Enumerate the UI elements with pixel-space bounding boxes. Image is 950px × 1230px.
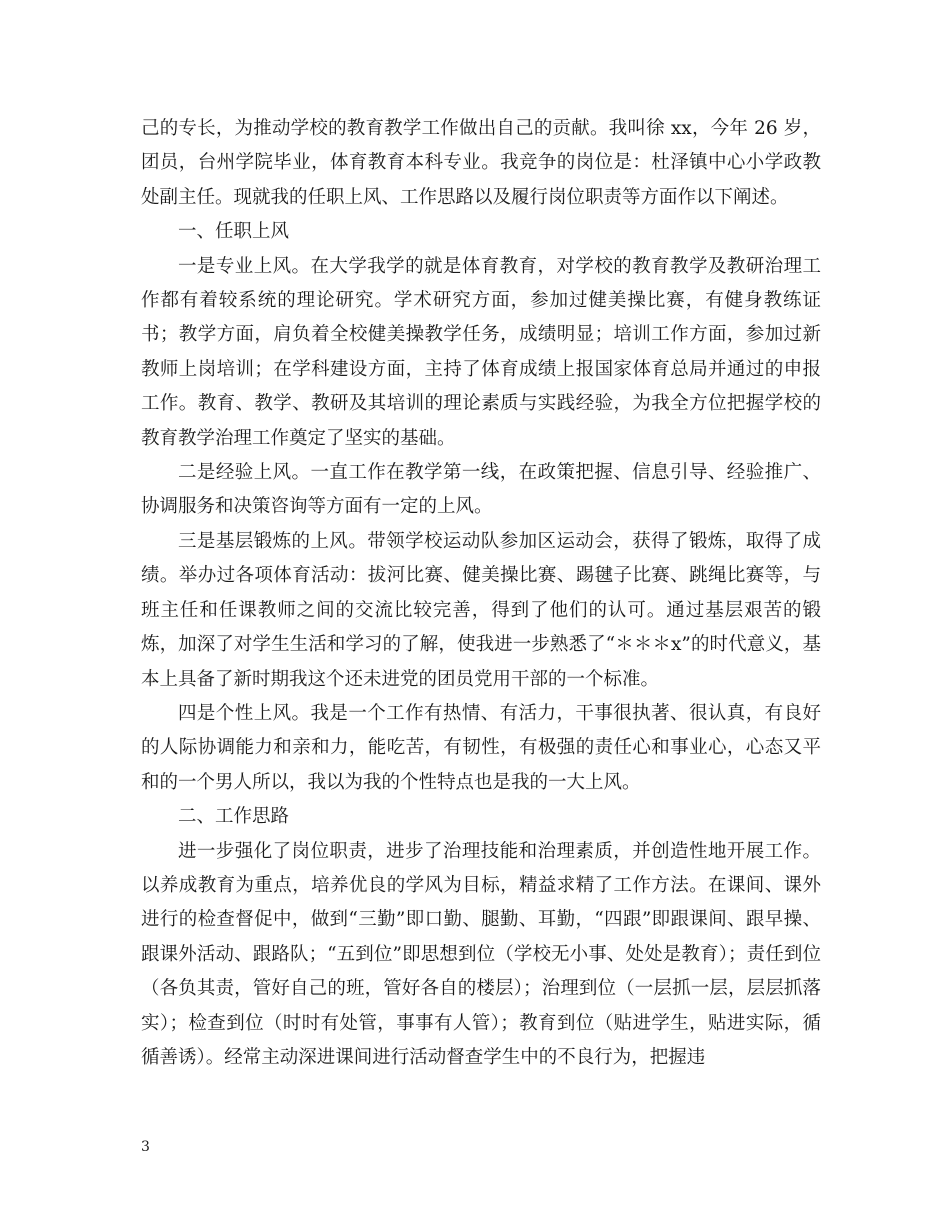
section-heading-advantages: 一、任职上风 <box>178 221 290 243</box>
paragraph-work-ideas: 进一步强化了岗位职责，进步了治理技能和治理素质，并创造性地开展工作。以养成教育为重点，培养优良的学风为目标，精益求精了工作方法。在课间、课外进行的检查督促中，做到“三勤”即口勤、腿勤、耳勤，“四跟”即跟课间、跟早操、跟课外活动、跟路队；“五到位”即思想到位（学校无小事、处处是教育）；责任到位（各负其责，管好自己的班，管好各自的楼层）；治理到位（一层抓一层，层层抓落实）；检查到位（时时有处管，事事有人管）；教育到位（贴进学生，贴进实际，循循善诱）。经常主动深进课间进行活动督查学生中的不良行为，把握违 <box>141 840 821 1068</box>
paragraph-personality-advantage: 四是个性上风。我是一个工作有热情、有活力，干事很执著、很认真，有良好的人际协调能力和亲和力，能吃苦，有韧性，有极强的责任心和事业心，心态又平和的一个男人所以，我以为我的个性特点也是我的一大上风。 <box>141 702 821 793</box>
paragraph-intro: 己的专长，为推动学校的教育教学工作做出自己的贡献。我叫徐 xx，今年 26 岁，团员，台州学院毕业，体育教育本科专业。我竞争的岗位是：杜泽镇中心小学政教处副主任。现就我的任职上风、工作思路以及履行岗位职责等方面作以下阐述。 <box>141 118 821 208</box>
paragraph-experience-advantage: 二是经验上风。一直工作在教学第一线，在政策把握、信息引导、经验推广、协调服务和决策咨询等方面有一定的上风。 <box>141 462 821 518</box>
section-heading-work-ideas: 二、工作思路 <box>178 806 290 828</box>
page-number: 3 <box>141 1139 150 1155</box>
document-body <box>141 112 821 1075</box>
paragraph-grassroots-advantage: 三是基层锻炼的上风。带领学校运动队参加区运动会，获得了锻炼，取得了成绩。举办过各项体育活动：拔河比赛、健美操比赛、踢毽子比赛、跳绳比赛等，与班主任和任课教师之间的交流比较完善，得到了他们的认可。通过基层艰苦的锻炼，加深了对学生生活和学习的了解，使我进一步熟悉了“＊＊＊x”的时代意义，基本上具备了新时期我这个还未进党的团员党用干部的一个标准。 <box>141 530 821 690</box>
paragraph-professional-advantage: 一是专业上风。在大学我学的就是体育教育，对学校的教育教学及教研治理工作都有着较系统的理论研究。学术研究方面，参加过健美操比赛，有健身教练证书；教学方面，肩负着全校健美操教学任务，成绩明显；培训工作方面，参加过新教师上岗培训；在学科建设方面，主持了体育成绩上报国家体育总局并通过的申报工作。教育、教学、教研及其培训的理论素质与实践经验，为我全方位把握学校的教育教学治理工作奠定了坚实的基础。 <box>141 255 821 449</box>
